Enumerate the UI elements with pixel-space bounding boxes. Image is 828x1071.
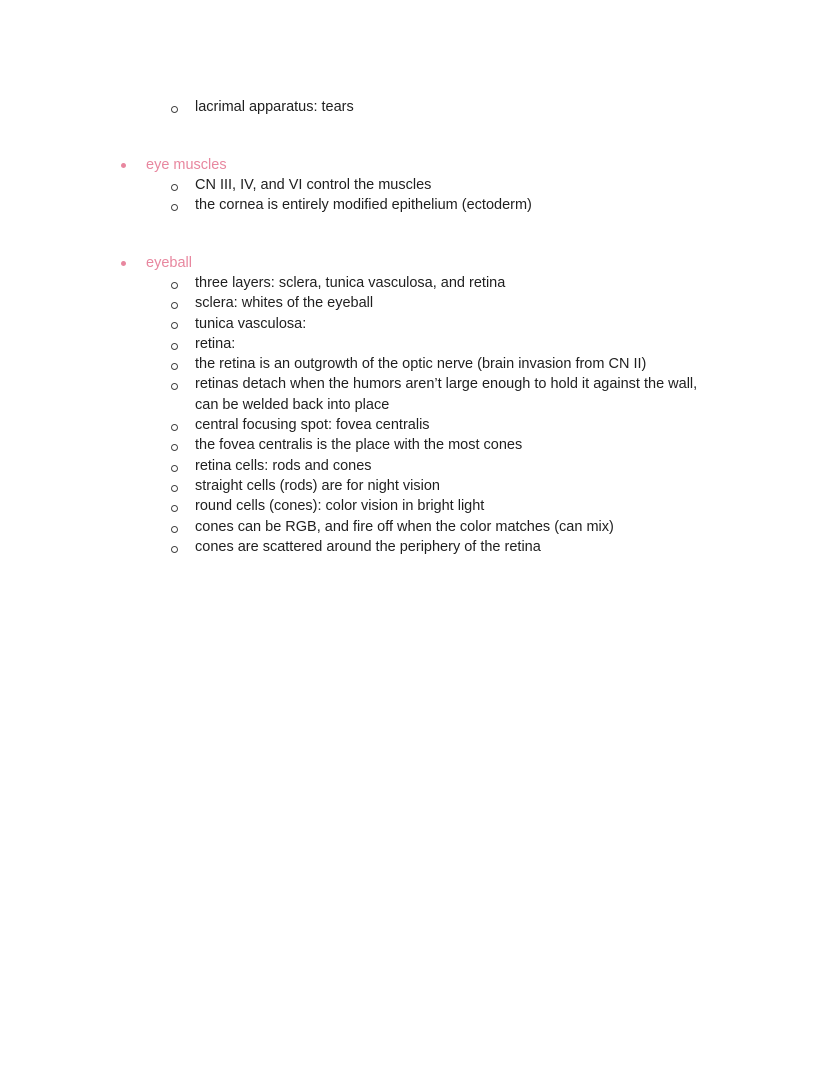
hollow-bullet-icon xyxy=(171,176,179,184)
hollow-bullet-icon xyxy=(171,538,179,546)
section-heading: eyeball xyxy=(146,255,192,271)
section-heading: eye muscles xyxy=(146,157,227,173)
list-item: cones can be RGB, and fire off when the color matches (can mix) xyxy=(195,519,614,535)
list-item-continuation: can be welded back into place xyxy=(195,397,390,413)
hollow-bullet-icon xyxy=(171,518,179,526)
list-item: three layers: sclera, tunica vasculosa, and retina xyxy=(195,275,506,291)
list-item: tunica vasculosa: xyxy=(195,316,307,332)
list-item: retina cells: rods and cones xyxy=(195,458,372,474)
hollow-bullet-icon xyxy=(171,457,179,465)
hollow-bullet-icon xyxy=(171,355,179,363)
filled-bullet-icon xyxy=(121,163,126,168)
list-item: round cells (cones): color vision in bright light xyxy=(195,498,485,514)
hollow-bullet-icon xyxy=(171,436,179,444)
list-item: retina: xyxy=(195,336,236,352)
hollow-bullet-icon xyxy=(171,196,179,204)
list-item: retinas detach when the humors aren’t large enough to hold it against the wall, xyxy=(195,376,698,392)
hollow-bullet-icon xyxy=(171,477,179,485)
list-item: CN III, IV, and VI control the muscles xyxy=(195,177,432,193)
list-item: the retina is an outgrowth of the optic nerve (brain invasion from CN II) xyxy=(195,356,647,372)
list-item: sclera: whites of the eyeball xyxy=(195,295,374,311)
list-item: cones are scattered around the periphery of the retina xyxy=(195,539,541,555)
hollow-bullet-icon xyxy=(171,294,179,302)
list-item: lacrimal apparatus: tears xyxy=(195,99,354,115)
hollow-bullet-icon xyxy=(171,375,179,383)
hollow-bullet-icon xyxy=(171,497,179,505)
hollow-bullet-icon xyxy=(171,314,179,322)
hollow-bullet-icon xyxy=(171,416,179,424)
hollow-bullet-icon xyxy=(171,98,179,106)
filled-bullet-icon xyxy=(121,261,126,266)
list-item: the fovea centralis is the place with the most cones xyxy=(195,437,523,453)
list-item: straight cells (rods) are for night vision xyxy=(195,478,440,494)
list-item: central focusing spot: fovea centralis xyxy=(195,417,430,433)
hollow-bullet-icon xyxy=(171,335,179,343)
list-item: the cornea is entirely modified epithelium (ectoderm) xyxy=(195,197,532,213)
hollow-bullet-icon xyxy=(171,274,179,282)
